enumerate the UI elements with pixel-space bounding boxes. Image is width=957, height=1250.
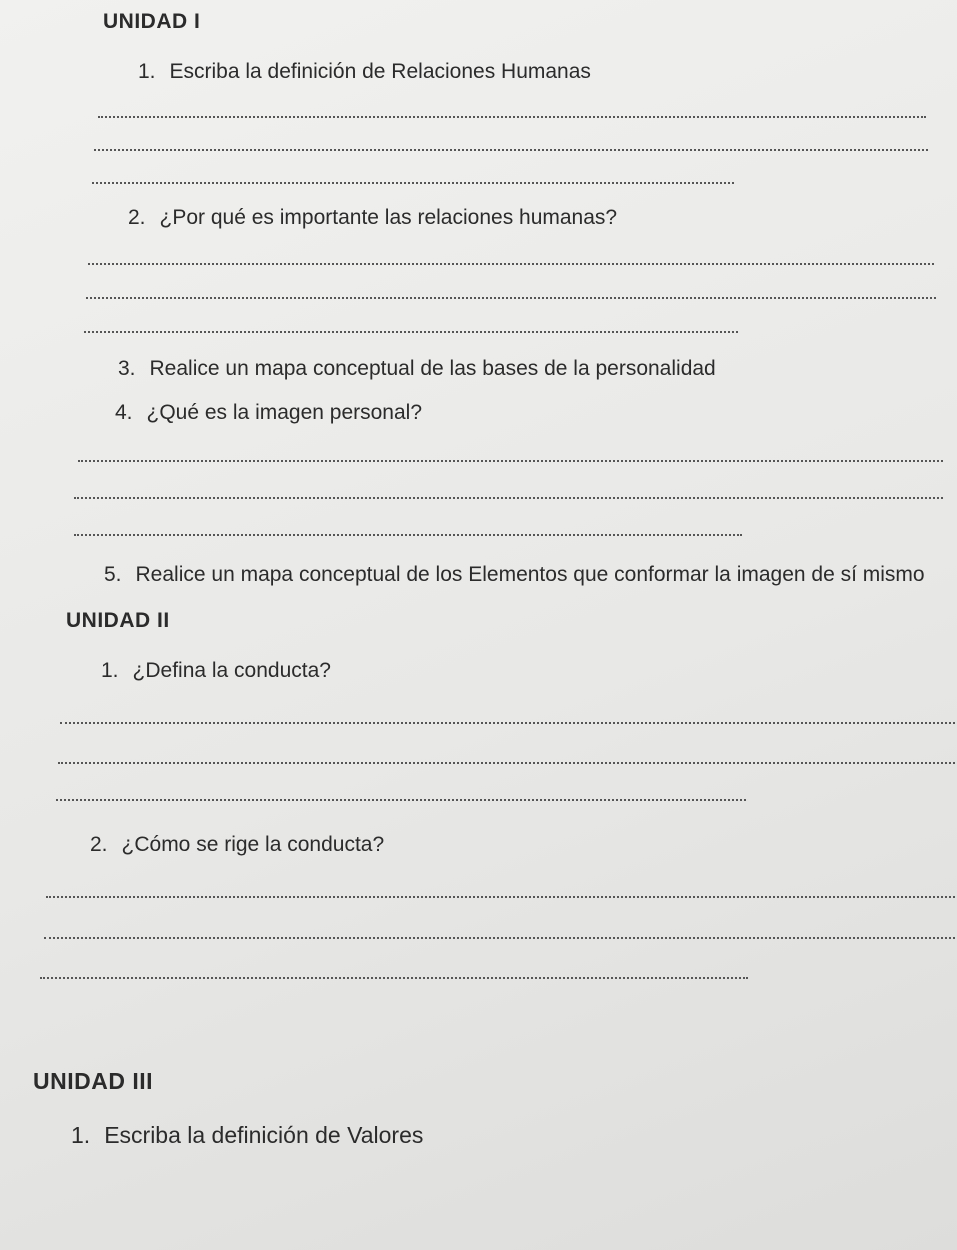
answer-line[interactable] — [92, 182, 734, 184]
answer-line[interactable] — [84, 331, 738, 333]
unidad-1-question-3: 3. Realice un mapa conceptual de las bases de la personalidad — [118, 357, 716, 380]
answer-line[interactable] — [74, 534, 742, 536]
answer-line[interactable] — [40, 977, 748, 979]
answer-line[interactable] — [44, 937, 955, 939]
unidad-2-question-2: 2. ¿Cómo se rige la conducta? — [90, 833, 385, 856]
answer-line[interactable] — [88, 263, 934, 265]
unidad-1-question-4: 4. ¿Qué es la imagen personal? — [115, 401, 423, 424]
unidad-1-question-2: 2. ¿Por qué es importante las relaciones humanas? — [128, 206, 618, 229]
unidad-3-question-1: 1. Escriba la definición de Valores — [71, 1122, 424, 1148]
unidad-1-question-1: 1. Escriba la definición de Relaciones Humanas — [138, 60, 591, 83]
answer-line[interactable] — [94, 149, 928, 151]
answer-line[interactable] — [46, 896, 955, 898]
answer-line[interactable] — [78, 460, 943, 462]
unidad-2-heading: UNIDAD II — [66, 609, 170, 632]
answer-line[interactable] — [86, 297, 936, 299]
unidad-2-question-1: 1. ¿Defina la conducta? — [101, 659, 331, 682]
unidad-3-heading: UNIDAD III — [33, 1068, 153, 1094]
answer-line[interactable] — [74, 497, 943, 499]
unidad-1-heading: UNIDAD I — [103, 10, 201, 33]
answer-line[interactable] — [56, 799, 746, 801]
answer-line[interactable] — [58, 762, 955, 764]
answer-line[interactable] — [98, 116, 926, 118]
answer-line[interactable] — [60, 722, 955, 724]
unidad-1-question-5: 5. Realice un mapa conceptual de los Elementos que conformar la imagen de sí mismo — [104, 563, 925, 586]
